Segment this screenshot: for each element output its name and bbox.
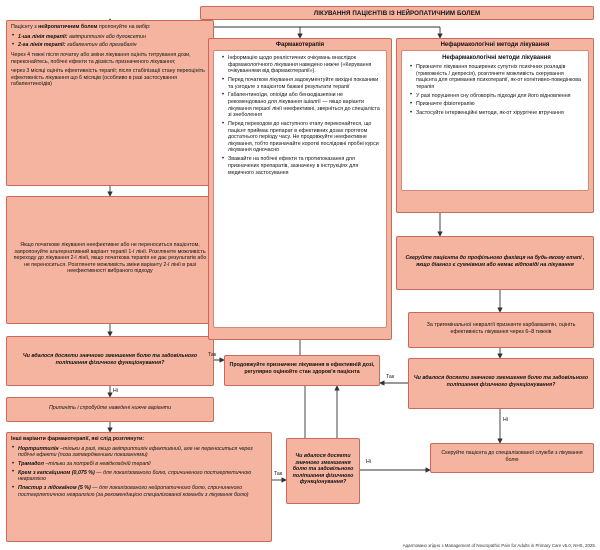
initial-treatment-box bbox=[6, 20, 214, 186]
list-item: • 1-ша лінія терапії: амітриптилін або дулоксетин bbox=[18, 34, 209, 41]
other-pharmacotherapy-list bbox=[11, 446, 267, 499]
list-item: • Застосуйте інтервенційні методи, як-от хірургічне втручання bbox=[416, 110, 584, 117]
stop-and-try-text: Припиніть і спробуйте наведені нижче варіанти bbox=[48, 404, 172, 411]
treatment-line-list bbox=[11, 34, 209, 49]
question-pain-reduction-left bbox=[6, 336, 217, 386]
specialist-pain-service-box bbox=[430, 443, 594, 473]
label-yes-right: Так bbox=[386, 374, 395, 380]
pharmacotherapy-list bbox=[221, 55, 382, 176]
label-no-mid: Ні bbox=[366, 459, 371, 465]
list-item: • 2-га лінія терапії: габапентин або прегабалін bbox=[18, 42, 209, 49]
stop-and-try-box bbox=[6, 397, 214, 422]
nonpharmacological-list bbox=[409, 64, 584, 117]
list-item: • Нортриптилін –тільки в разі, якщо амітриптилін ефективний, але не переноситься через побічні ефекти (поза затвердженими показаннями) bbox=[18, 446, 267, 459]
pharmacotherapy-header: Фармакотерапія bbox=[275, 42, 325, 48]
other-pharmacotherapy-box bbox=[6, 432, 272, 542]
list-item: • Перед початком лікування задокументуйте вихідні показники та узгодьте з пацієнтом бажані результати терапії bbox=[228, 77, 382, 90]
question-pain-reduction-mid-text: Чи вдалося досягти значного зменшення болю та задовільного поліпшення фізичного функціонування? bbox=[292, 452, 354, 486]
refer-specialist-text: Скеруйте пацієнта до профільного фахівця на будь-якому етапі , якщо діагноз є сумнівним або немає відповіді на лікування bbox=[405, 254, 585, 268]
review-4weeks: Через 4 тижні після початку або зміни лікування оцініть титрування дози, переконайтесь, побічні ефекти та дієвість призначеного лікування; bbox=[11, 52, 191, 65]
list-item: • Призначте фізіотерапію bbox=[416, 101, 584, 108]
continue-treatment-text: Продовжуйте призначене лікування в ефективній дозі, регулярно оцінюйте стан здоров'я пацієнта bbox=[229, 362, 375, 375]
label-yes-left: Так bbox=[208, 352, 217, 358]
other-pharmacotherapy-header: Інші варіанти фармакотерапії, які слід розглянути: bbox=[11, 436, 145, 442]
list-item: • У разі порушення сну обговоріть підходи для його відновлення bbox=[416, 93, 584, 100]
list-item: • Пластир з лідокаїном (5 %) — для локалізованого нейропатичного болю, спричиненого постгерпетичною невралгією (за рекомендацією спеціалізованої команди з лікування болю) bbox=[18, 485, 267, 498]
refer-specialist-box bbox=[396, 236, 594, 290]
nonpharmacological-inner-header: Нефармакологічні методи лікування bbox=[442, 55, 551, 61]
question-pain-reduction-right-text: Чи вдалося досягти значного зменшення болю та задовільного поліпшення фізичного функціонування? bbox=[413, 375, 589, 388]
initial-treatment-lead: Пацієнту з нейропатичним болем пропонуйте на вибір: bbox=[11, 24, 151, 30]
diagram-title bbox=[200, 6, 594, 20]
trigeminal-neuralgia-text: За тригемінальної невралгії призначте карбамазепін, оцініть ефективність лікування через 6–8 тижнів bbox=[426, 321, 576, 335]
nonpharmacological-inner bbox=[401, 50, 589, 191]
question-pain-reduction-left-text: Чи вдалося досягти значного зменшення болю та задовільного поліпшення фізичного функціонування? bbox=[22, 352, 198, 366]
list-item: • Зважайте на побічні ефекти та протипоказання для призначених препаратів, зазначену в інструкціях для медичного застосування bbox=[228, 156, 382, 176]
pharmacotherapy-inner bbox=[213, 50, 387, 328]
list-item: • Інформацію щодо реалістичних очікувань внаслідок фармакологічного лікування наведено нижче («Керування очікуваннями від фармакотерапії»). bbox=[228, 55, 382, 75]
continue-treatment-box bbox=[224, 355, 380, 386]
pharmacotherapy-box bbox=[208, 38, 392, 340]
list-item: • Призначте лікування поширених супутніх психічних розладів (тривожність / депресія), розглянете можливість скерування пацієнта для отримання психотерапії, як-от когнітивно-поведінкова терапія bbox=[416, 64, 584, 90]
label-no-left: Ні bbox=[113, 388, 118, 394]
list-item: • Трамадол –тільки за потребі в невідкладній терапії bbox=[18, 461, 267, 468]
source-footnote: Адаптовано згідно з Management of Neuropathic Pain for Adults in Primary Care v5.0, NHS, 2025. bbox=[402, 543, 596, 548]
list-item: • Крем з капсаїцином (0,075 %) — для локалізованого болю, спричиненого постгерпетичною невралгією bbox=[18, 470, 267, 483]
question-pain-reduction-right bbox=[408, 358, 594, 409]
list-item: • Перед переходом до наступного етапу переконайтеся, що пацієнт приймає препарат в ефективних дозах протягом достатнього періоду часу. Не продовжуйте неефективне лікування, тобто призначайте короткі послідовні пробні курси лікування одночасно bbox=[228, 121, 382, 154]
nonpharmacological-box bbox=[396, 38, 594, 213]
ineffective-treatment-text: Якщо початкове лікування неефективне або не переноситься пацієнтом, запропонуйте альтернативний варіант терапії 1-ї лінії. Розглянете можливість переходу до лікування 2-ї лінії, якщо початкова терапія не дає результатів або не переноситься. Розглянете можливість зміни варіанту 2-ї лінії в разі неефективності вибраного підходу bbox=[13, 241, 207, 275]
diagram-title-text: ЛІКУВАННЯ ПАЦІЄНТІВ ІЗ НЕЙРОПАТИЧНИМ БОЛЕМ bbox=[313, 9, 481, 17]
trigeminal-neuralgia-box bbox=[408, 312, 594, 348]
label-yes-mid: Так bbox=[274, 471, 283, 477]
question-pain-reduction-mid bbox=[286, 438, 360, 504]
ineffective-treatment-box bbox=[6, 196, 214, 324]
nonpharmacological-header: Нефармакологічні методи лікування bbox=[440, 42, 550, 48]
list-item: • Габапентиноїди, опіоїди або бензодіазепіни не рекомендовано для лікування ішіалгії — якщо варіанти лікування першої лінії неефективні, зверніться до спеціаліста зі знеболення bbox=[228, 92, 382, 118]
specialist-pain-service-text: Скеруйте пацієнта до спеціалізованої служби з лікування болю bbox=[441, 449, 583, 463]
review-3months: через 3 місяці оцініть ефективність терапії; після стабілізації стану переоцініть ефективність лікування що 6 місяців (особливо в разі застосування габапентиноїдів) bbox=[11, 68, 205, 88]
label-no-right: Ні bbox=[503, 417, 508, 423]
